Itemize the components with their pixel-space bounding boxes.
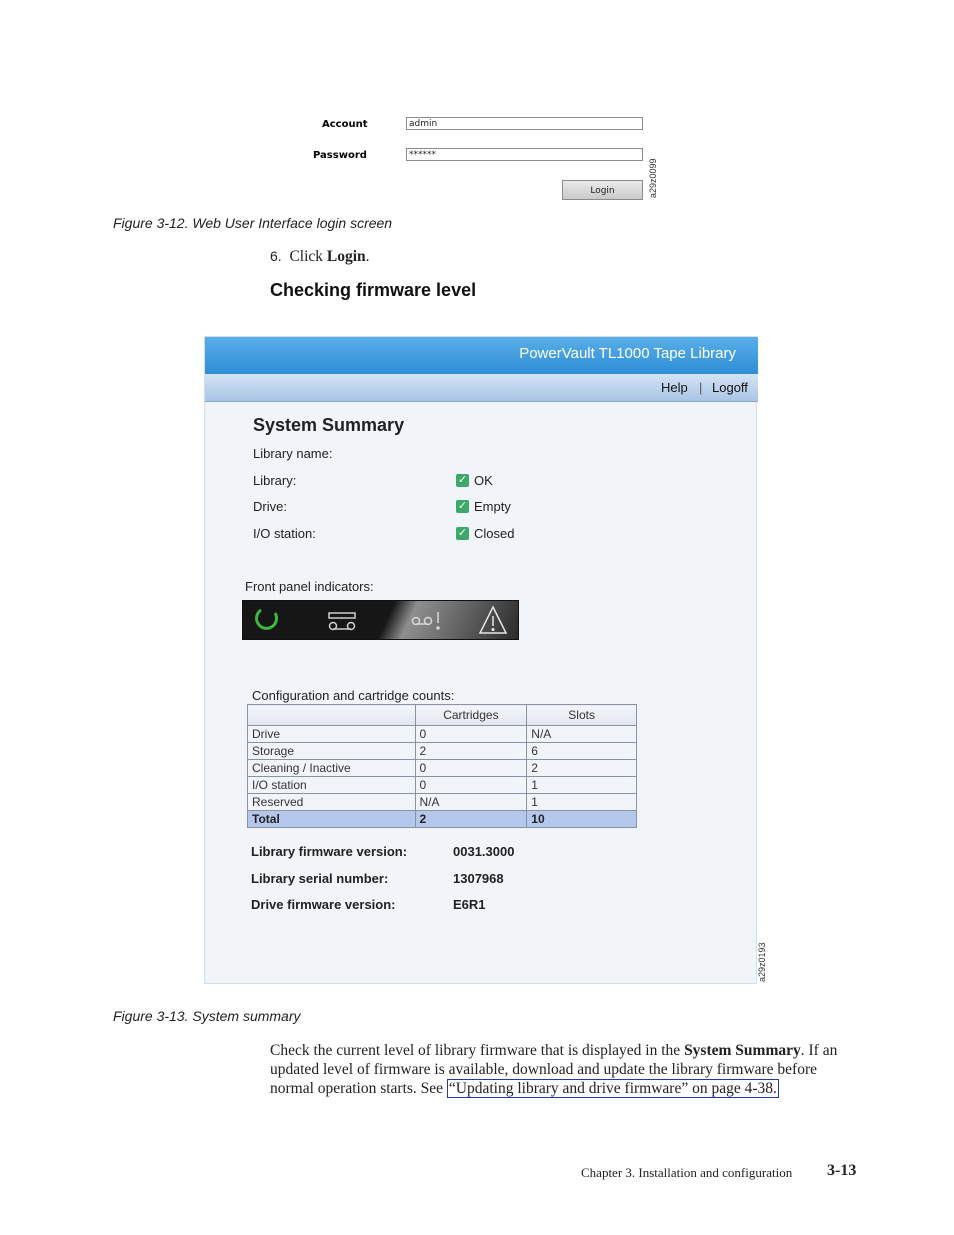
check-icon: ✓	[457, 474, 468, 486]
firmware-version-label: Library firmware version:	[251, 844, 408, 859]
cartridge-indicator-icon	[329, 613, 355, 630]
table-row	[248, 760, 637, 777]
section-heading: Checking firmware level	[270, 280, 477, 300]
front-panel-indicators	[242, 600, 519, 640]
footer-chapter: Chapter 3. Installation and configuration	[581, 1165, 793, 1180]
step-bold: Login	[326, 248, 366, 265]
ready-indicator-icon	[257, 610, 277, 628]
library-status-label: Library:	[253, 473, 297, 488]
system-summary-window	[204, 336, 757, 984]
table-row	[248, 726, 637, 743]
table-cell: 10	[527, 811, 637, 828]
library-status-value: OK	[474, 473, 493, 488]
table-cell: I/O station	[248, 777, 416, 794]
paragraph-text: Check the current level of library firmware that is displayed in the	[270, 1042, 685, 1059]
table-cell: 2	[415, 743, 527, 760]
table-cell: 6	[527, 743, 637, 760]
table-header-row	[248, 705, 637, 726]
drive-status-value: Empty	[474, 499, 511, 514]
io-station-status-value: Closed	[474, 526, 515, 541]
table-cell: Reserved	[248, 794, 416, 811]
paragraph-text: . If an updated level of firmware is available, download and update the library firmware before normal operation starts. See	[270, 1042, 838, 1097]
table-total-row	[248, 811, 637, 828]
page-number: 3-13	[827, 1162, 857, 1179]
config-counts-label: Configuration and cartridge counts:	[252, 688, 455, 703]
table-cell: Storage	[248, 743, 416, 760]
table-header: Cartridges	[415, 705, 527, 726]
summary-title: System Summary	[253, 415, 405, 435]
table-row	[248, 794, 637, 811]
table-header	[248, 705, 416, 726]
step-number: 6.	[270, 248, 282, 264]
check-icon: ✓	[457, 500, 468, 512]
check-icon: ✓	[457, 527, 468, 539]
table-cell: 2	[527, 760, 637, 777]
nav-bar	[205, 374, 758, 402]
logoff-link[interactable]: Logoff	[712, 380, 748, 395]
table-cell: 0	[415, 760, 527, 777]
drive-firmware-label: Drive firmware version:	[251, 897, 396, 912]
warning-indicator-icon	[480, 607, 506, 633]
serial-number-value: 1307968	[453, 871, 504, 886]
app-title: PowerVault TL1000 Tape Library	[519, 345, 736, 362]
password-input[interactable]: ******	[406, 148, 643, 161]
figure-image-id: a29z0193	[757, 942, 767, 982]
help-link[interactable]: Help	[661, 380, 688, 395]
body-paragraph	[270, 1041, 850, 1098]
library-name-label: Library name:	[253, 446, 333, 461]
figure-12-caption: Figure 3-12. Web User Interface login screen	[113, 215, 393, 231]
drive-status-label: Drive:	[253, 499, 287, 514]
io-station-status-label: I/O station:	[253, 526, 316, 541]
nav-separator: |	[699, 380, 703, 395]
table-cell: Drive	[248, 726, 416, 743]
table-cell: 1	[527, 777, 637, 794]
front-panel-label: Front panel indicators:	[245, 579, 374, 594]
firmware-version-value: 0031.3000	[453, 844, 515, 859]
table-cell: 0	[415, 726, 527, 743]
step-suffix: .	[365, 248, 370, 265]
table-cell: Cleaning / Inactive	[248, 760, 416, 777]
app-header	[205, 337, 758, 374]
paragraph-bold: System Summary	[684, 1042, 801, 1059]
figure-13-caption: Figure 3-13. System summary	[113, 1008, 301, 1024]
step-6	[270, 247, 370, 266]
drive-firmware-value: E6R1	[453, 897, 486, 912]
password-label: Password	[313, 150, 367, 161]
table-row	[248, 777, 637, 794]
table-cell: 1	[527, 794, 637, 811]
figure-image-id: a29z0099	[648, 158, 658, 198]
table-cell: N/A	[527, 726, 637, 743]
table-cell: N/A	[415, 794, 527, 811]
login-button[interactable]: Login	[562, 180, 643, 200]
table-row	[248, 743, 637, 760]
account-label: Account	[322, 119, 368, 130]
config-table	[247, 704, 637, 828]
table-cell: 0	[415, 777, 527, 794]
table-cell: 2	[415, 811, 527, 828]
cross-reference-link[interactable]: “Updating library and drive firmware” on page 4-38.	[448, 1080, 777, 1097]
account-input[interactable]: admin	[406, 117, 643, 130]
step-text: Click	[289, 248, 327, 265]
table-header: Slots	[527, 705, 637, 726]
serial-number-label: Library serial number:	[251, 871, 389, 886]
table-cell: Total	[248, 811, 416, 828]
cleaning-indicator-icon	[413, 612, 440, 629]
